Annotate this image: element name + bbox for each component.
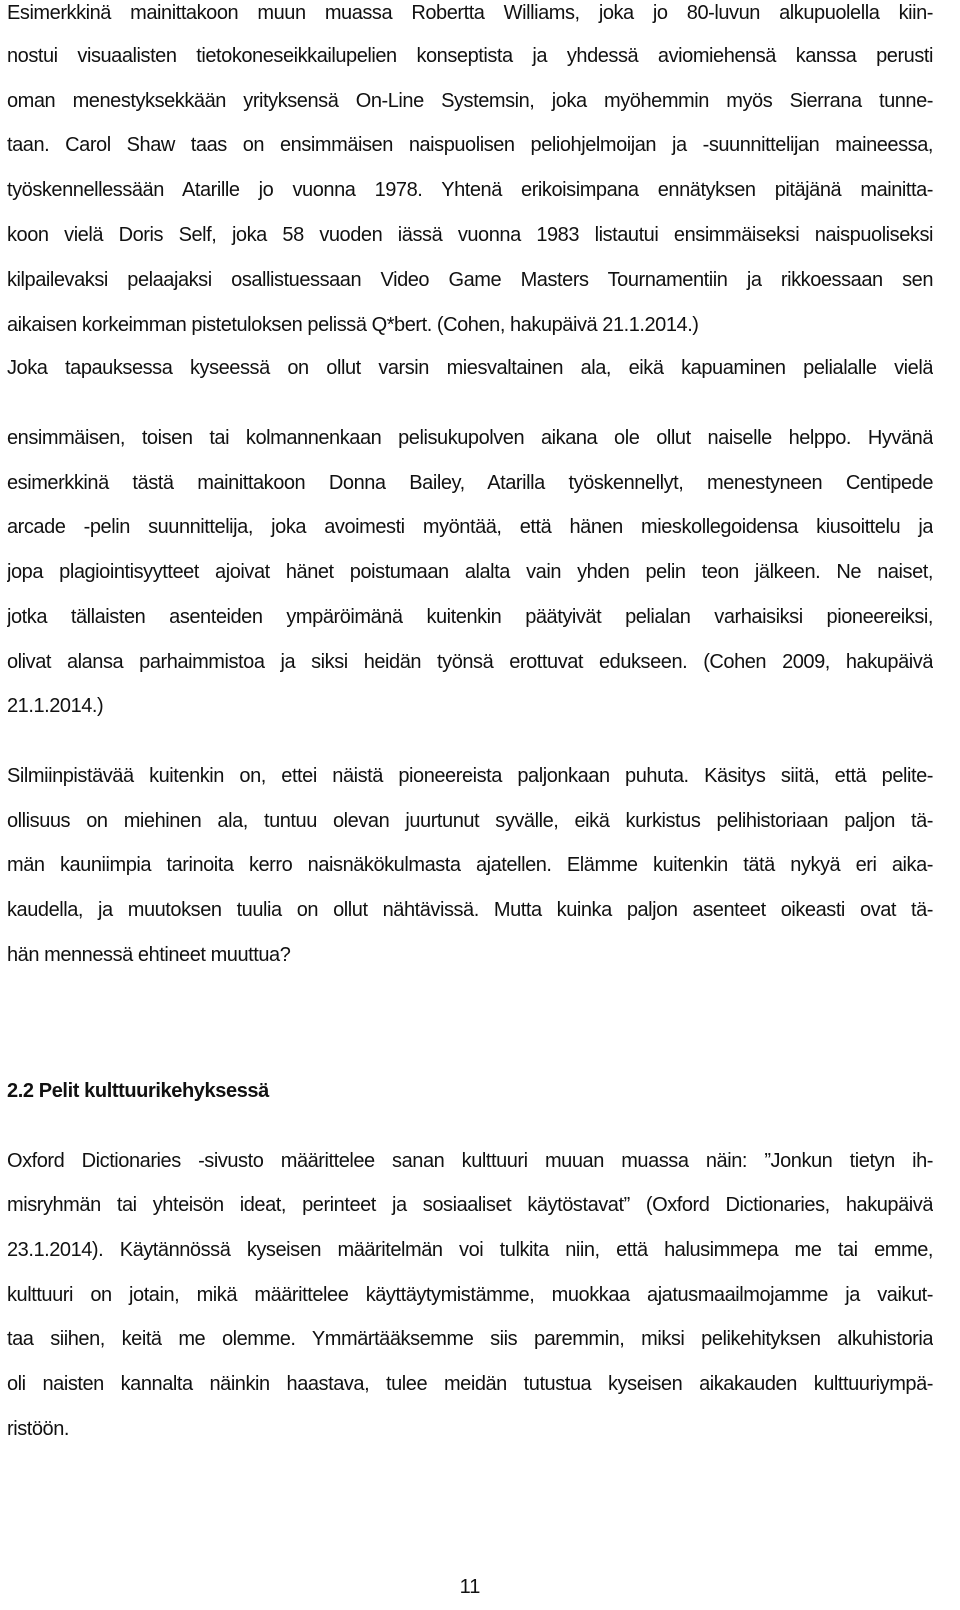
text-line: kulttuuri on jotain, mikä määrittelee käyttäytymistämme, muokkaa ajatusmaailmojamme ja vaikut- [7,1284,933,1306]
text-line: hän mennessä ehtineet muuttua? [7,944,291,966]
text-line: oli naisten kannalta näinkin haastava, tulee meidän tutustua kyseisen aikakauden kulttuuriympä- [7,1373,933,1395]
text-line: olivat alansa parhaimmistoa ja siksi heidän työnsä erottuvat edukseen. (Cohen 2009, hakupäivä [7,651,933,673]
text-line: oman menestyksekkään yrityksensä On-Line Systemsin, joka myöhemmin myös Sierrana tunne- [7,90,933,112]
text-line: ristöön. [7,1418,69,1440]
text-line: kilpailevaksi pelaajaksi osallistuessaan Video Game Masters Tournamentiin ja rikkoessaan sen [7,269,933,291]
text-line: män kauniimpia tarinoita kerro naisnäkökulmasta ajatellen. Elämme kuitenkin tätä nykyä eri aika- [7,854,933,876]
text-line: nostui visuaalisten tietokoneseikkailupelien konseptista ja yhdessä aviomiehensä kanssa perusti [7,45,933,67]
text-line: esimerkkinä tästä mainittakoon Donna Bailey, Atarilla työskennellyt, menestyneen Centipede [7,472,933,494]
page-number: 11 [459,1576,481,1598]
text-line: jopa plagiointisyytteet ajoivat hänet poistumaan alalta vain yhden pelin teon jälkeen. Ne naiset, [7,561,933,583]
text-line: aikaisen korkeimman pistetuloksen pelissä Q*bert. (Cohen, hakupäivä 21.1.2014.) [7,314,699,336]
text-line: 23.1.2014). Käytännössä kyseisen määritelmän voi tulkita niin, että halusimmepa me tai emme, [7,1239,933,1261]
text-line: Silmiinpistävää kuitenkin on, ettei näistä pioneereista paljonkaan puhuta. Käsitys siitä, että pelite- [7,765,933,787]
text-line: Joka tapauksessa kyseessä on ollut varsin miesvaltainen ala, eikä kapuaminen pelialalle vielä [7,357,933,379]
text-line: jotka tällaisten asenteiden ympäröimänä kuitenkin päätyivät pelialan varhaisiksi pioneereiksi, [7,606,933,628]
text-line: ensimmäisen, toisen tai kolmannenkaan pelisukupolven aikana ole ollut naiselle helppo. Hyvänä [7,427,933,449]
text-line: taa siihen, keitä me olemme. Ymmärtääksemme siis paremmin, miksi pelikehityksen alkuhistoria [7,1328,933,1350]
text-line: misryhmän tai yhteisön ideat, perinteet ja sosiaaliset käytöstavat” (Oxford Dictionaries, hakupäivä [7,1194,933,1216]
text-line: ollisuus on miehinen ala, tuntuu olevan juurtunut syvälle, eikä kurkistus pelihistoriaan paljon tä- [7,810,933,832]
text-line: kaudella, ja muutoksen tuulia on ollut nähtävissä. Mutta kuinka paljon asenteet oikeasti ovat tä- [7,899,933,921]
text-line: 21.1.2014.) [7,695,104,717]
section-heading: 2.2 Pelit kulttuurikehyksessä [7,1080,269,1102]
text-line: arcade -pelin suunnittelija, joka avoimesti myöntää, että hänen mieskollegoidensa kiusoittelu ja [7,516,933,538]
text-line: Esimerkkinä mainittakoon muun muassa Robertta Williams, joka jo 80-luvun alkupuolella kiin- [7,2,933,24]
text-line: koon vielä Doris Self, joka 58 vuoden iässä vuonna 1983 listautui ensimmäiseksi naispuoliseksi [7,224,933,246]
text-line: taan. Carol Shaw taas on ensimmäisen naispuolisen peliohjelmoijan ja -suunnittelijan maineessa, [7,134,933,156]
text-line: työskennellessään Atarille jo vuonna 1978. Yhtenä erikoisimpana ennätyksen pitäjänä mainitta- [7,179,933,201]
text-line: Oxford Dictionaries -sivusto määrittelee sanan kulttuuri muuan muassa näin: ”Jonkun tietyn ih- [7,1150,933,1172]
